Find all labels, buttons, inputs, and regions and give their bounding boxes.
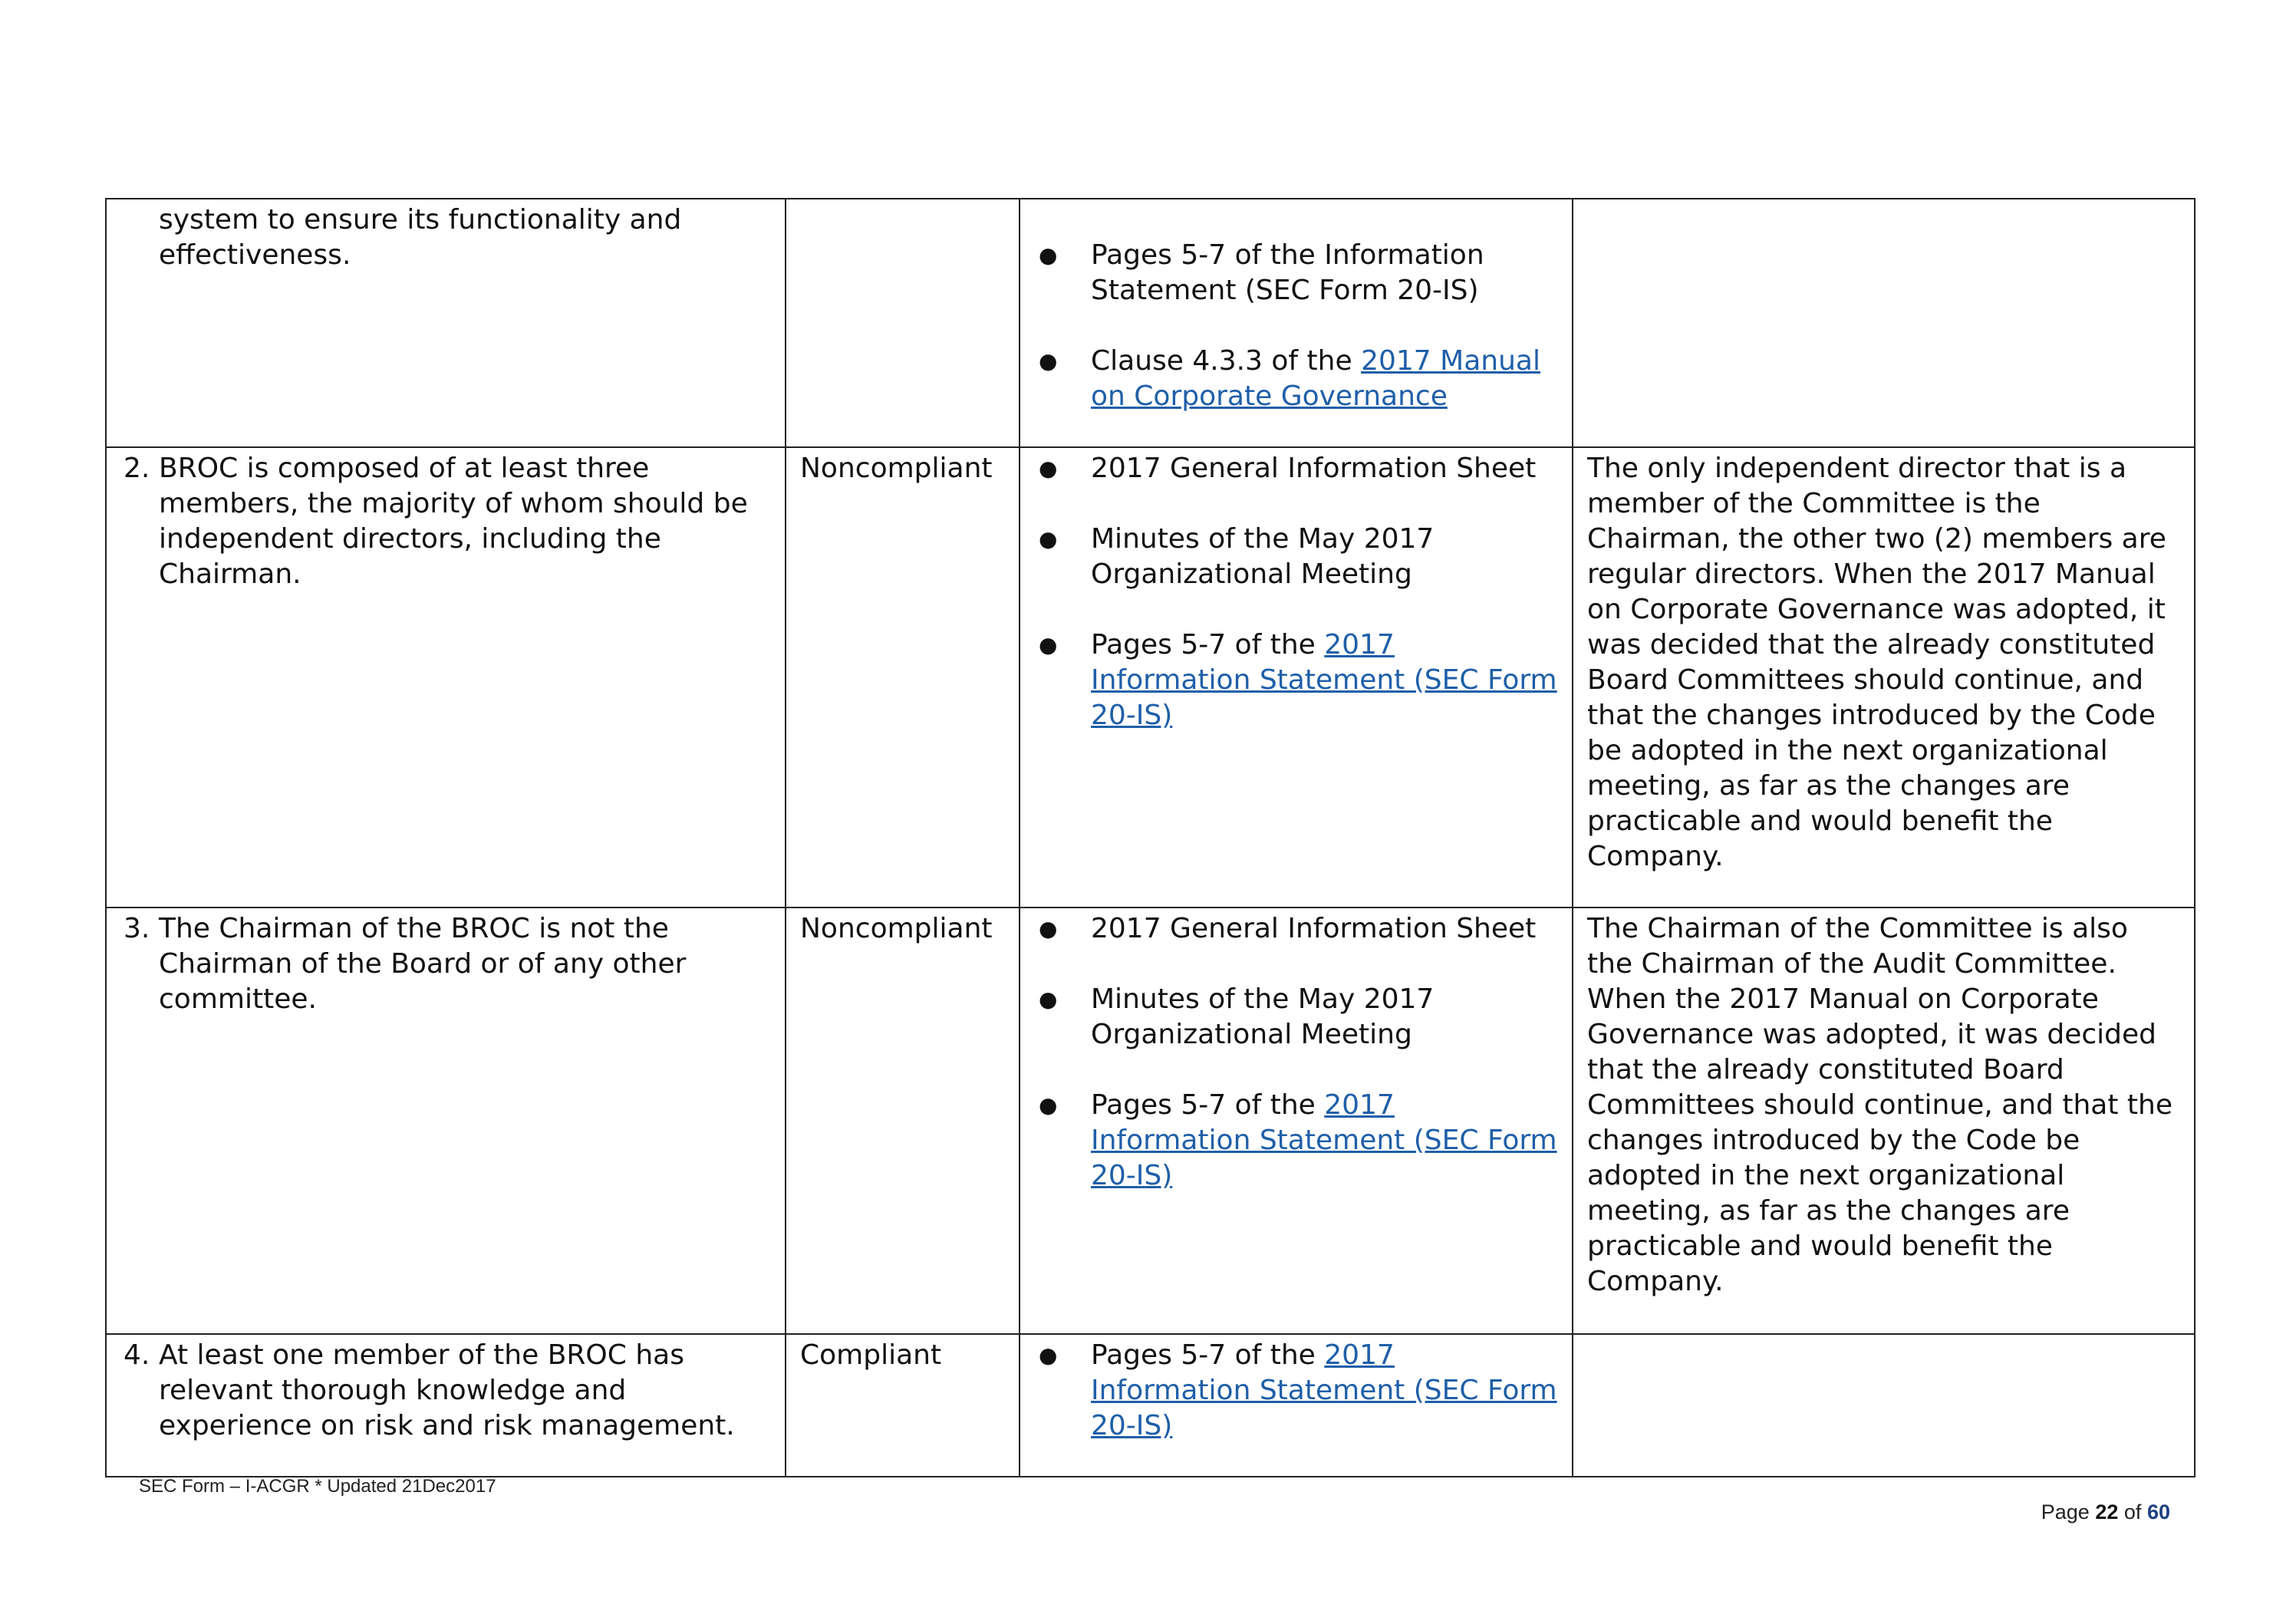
compliance-status: Compliant — [786, 1334, 1020, 1477]
bullet-icon: ● — [1039, 987, 1058, 1012]
compliance-status: Noncompliant — [786, 908, 1020, 1334]
governance-table — [105, 198, 2196, 1477]
evidence-list — [1034, 451, 1558, 733]
remarks-cell — [1573, 1334, 2195, 1477]
table-row — [106, 447, 2195, 908]
recommendation-cell — [106, 908, 786, 1334]
page-of: of — [2123, 1500, 2142, 1524]
evidence-text: Pages 5-7 of the — [1091, 1339, 1325, 1371]
evidence-cell — [1020, 908, 1573, 1334]
row-number: 3. — [124, 913, 150, 944]
recommendation-cell — [106, 199, 786, 447]
table-row — [106, 199, 2195, 447]
evidence-text: Pages 5-7 of the — [1091, 1089, 1325, 1121]
compliance-status — [786, 199, 1020, 447]
evidence-text: Minutes of the May 2017 Organizational Meeting — [1091, 523, 1435, 590]
page-indicator — [2041, 1500, 2170, 1524]
bullet-icon: ● — [1039, 456, 1058, 481]
remarks-cell: The only independent director that is a member of the Committee is the Chairman, the other two (2) members are regular directors. When the 2017 Manual on Corporate Governance was adopted, it was decided that the already constituted Board Committees should continue, and that the changes introduced by the Code be adopted in the next organizational meeting, as far as the changes are practicable and would benefit the Company. — [1573, 447, 2195, 908]
evidence-item — [1034, 344, 1558, 414]
remarks-cell: The Chairman of the Committee is also the Chairman of the Audit Committee. When the 2017 Manual on Corporate Governance was adopted, it was decided that the already constituted Board Committees should continue, and that the changes introduced by the Code be adopted in the next organizational meeting, as far as the changes are practicable and would benefit the Company. — [1573, 908, 2195, 1334]
evidence-text: 2017 General Information Sheet — [1091, 913, 1537, 944]
evidence-text: 2017 General Information Sheet — [1091, 453, 1537, 484]
evidence-text: Minutes of the May 2017 Organizational Meeting — [1091, 983, 1435, 1050]
bullet-icon: ● — [1039, 916, 1058, 941]
table-row — [106, 1334, 2195, 1477]
bullet-icon: ● — [1039, 1342, 1058, 1368]
evidence-list — [1034, 911, 1558, 1194]
bullet-icon: ● — [1039, 348, 1058, 374]
recommendation-text: BROC is composed of at least three members, the majority of whom should be independent directors, including the Chairman. — [159, 453, 748, 590]
evidence-list — [1034, 1338, 1558, 1444]
evidence-item — [1034, 1338, 1558, 1444]
evidence-item — [1034, 238, 1558, 308]
recommendation-text: system to ensure its functionality and effectiveness. — [159, 204, 682, 271]
evidence-item — [1034, 911, 1558, 947]
table-row — [106, 908, 2195, 1334]
recommendation-text: The Chairman of the BROC is not the Chairman of the Board or of any other committee. — [159, 913, 687, 1015]
bullet-icon: ● — [1039, 632, 1058, 657]
bullet-icon: ● — [1039, 242, 1058, 268]
evidence-text: Clause 4.3.3 of the — [1091, 345, 1362, 377]
evidence-item — [1034, 451, 1558, 486]
evidence-text: Pages 5-7 of the Information Statement (SEC Form 20-IS) — [1091, 239, 1484, 306]
bullet-icon: ● — [1039, 526, 1058, 552]
page-total: 60 — [2146, 1500, 2170, 1524]
recommendation-cell — [106, 447, 786, 908]
evidence-item — [1034, 522, 1558, 592]
evidence-cell — [1020, 1334, 1573, 1477]
document-link[interactable]: 2017 Information Statement (SEC Form 20-IS) — [1091, 629, 1557, 731]
row-number: 4. — [124, 1339, 150, 1371]
recommendation-cell — [106, 1334, 786, 1477]
document-link[interactable]: 2017 Manual on Corporate Governance — [1091, 345, 1540, 412]
remarks-cell — [1573, 199, 2195, 447]
page-prefix: Page — [2041, 1500, 2090, 1524]
evidence-item — [1034, 982, 1558, 1052]
evidence-cell — [1020, 447, 1573, 908]
form-label: SEC Form – I-ACGR * Updated 21Dec2017 — [139, 1476, 496, 1497]
evidence-cell — [1020, 199, 1573, 447]
compliance-status: Noncompliant — [786, 447, 1020, 908]
document-link[interactable]: 2017 Information Statement (SEC Form 20-IS) — [1091, 1089, 1557, 1191]
evidence-list — [1034, 238, 1558, 414]
document-link[interactable]: 2017 Information Statement (SEC Form 20-IS) — [1091, 1339, 1557, 1441]
page-number: 22 — [2095, 1500, 2119, 1524]
evidence-item — [1034, 628, 1558, 733]
row-number: 2. — [124, 453, 150, 484]
bullet-icon: ● — [1039, 1092, 1058, 1118]
recommendation-text: At least one member of the BROC has relevant thorough knowledge and experience on risk and risk management. — [159, 1339, 735, 1441]
row-number — [120, 203, 159, 273]
evidence-text: Pages 5-7 of the — [1091, 629, 1325, 660]
evidence-item — [1034, 1088, 1558, 1194]
